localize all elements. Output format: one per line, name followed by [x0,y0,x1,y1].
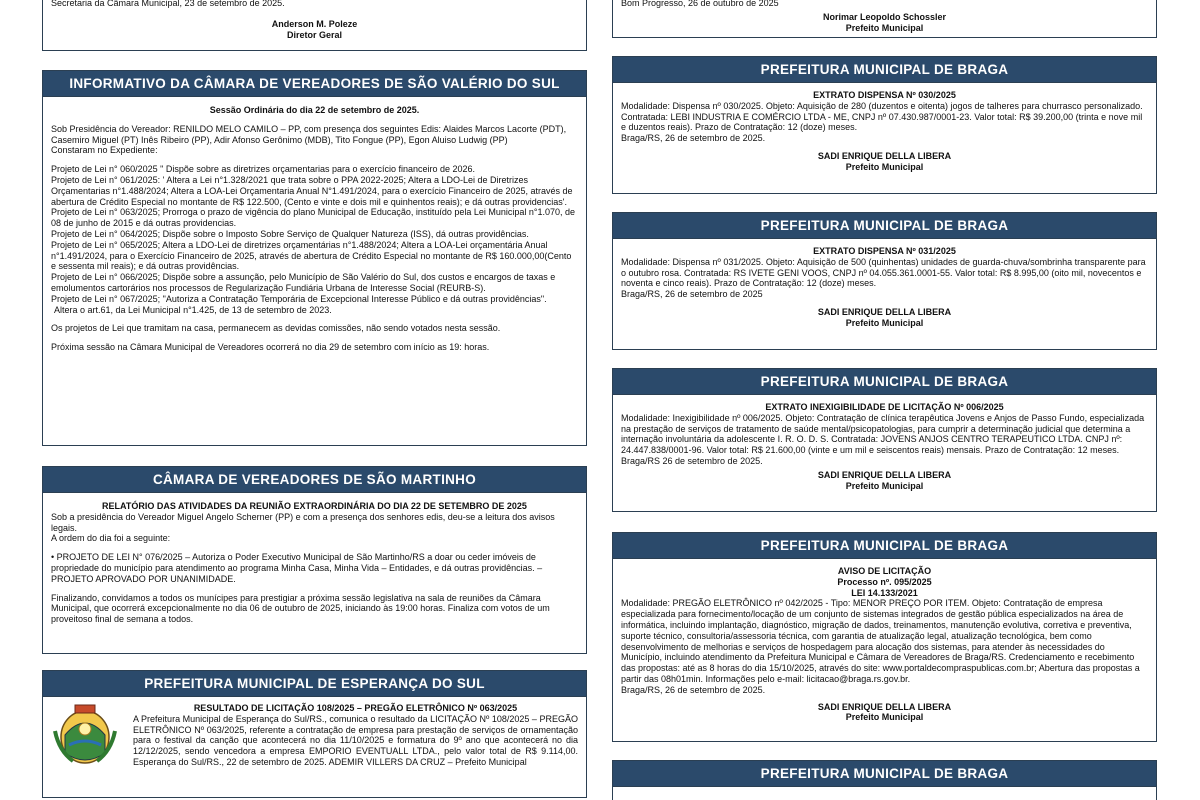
notice-date: Braga/RS, 26 de setembro de 2025. [621,684,766,695]
braga-dispensa-030 [612,56,1157,194]
bill-item: Projeto de Lei n° 060/2025 " Dispõe sobre as diretrizes orçamentarias para o exercício financeiro de 2026. [51,164,476,175]
report-title: RELATÓRIO DAS ATIVIDADES DA REUNIÃO EXTRAORDINÁRIA DO DIA 22 DE SETEMBRO DE 2025 [102,501,527,511]
braga-dispensa-031 [612,212,1157,350]
process-number: Processo nº. 095/2025 [837,576,932,587]
report-paragraph: Sob a presidência do Vereador Miguel Angelo Scherner (PP) e com a presença dos senhores edis, deu-se a leitura dos avisos legais. [51,511,555,533]
notice-text: Modalidade: PREGÃO ELETRÔNICO nº 042/2025 - Tipo: MENOR PREÇO POR ITEM. Objeto: Contratação de empresa especializada para fornecimento/locação de um conjunto de sistemas integrados de gestão pública especializados na área de informática, incluindo implantação, diagnóstico, migração de dados, treinamentos, manutenção evolutiva, corretiva e preventiva, suporte técnico, consultoria/assessoria técnica, com garantia de atualização legal, atualização tecnológica, bem como desenvolvimento de melhorias e serviços de hospedagem para alocação dos sistemas, para atender às necessidades do Município, incluindo atendimento da Prefeitura Municipal e Câmara de Vereadores de Braga/RS. Credenciamento e recebimento das propostas: até as 8 horas do dia 15/10/2025, através do site: www.portaldecomprasp​ublicas.com.br; Abertura das propostas a partir das 08h01min. Informações pelo e-mail: licitacao@braga.rs.gov.br. [621,598,1140,684]
signature-name: Norimar Leopoldo Schossler [822,11,947,22]
signature-title: Diretor Geral [286,29,343,40]
extract-date: Braga/RS 26 de setembro de 2025. [621,455,763,466]
extract-text: Modalidade: Inexigibilidade nº 006/2025. Objeto: Contratação de clínica terapêutica Jovens e Anjos de Passo Fundo, especializada na prestação de serviços de tratamento de saúde mental/psicopatologias, para cumprir a determinação judicial que determina a internação involuntária da adolescente I. R. O. D. S. Contratada: JOVENS ANJOS CENTRO TERAPEUTICO LTDA. CNPJ nº: 24.447.838/0001-96. Valor total: R$ 21.600,00 (vinte e um mil e seiscentos reais) mensais. Prazo de Contratação: 12 meses. [621,412,1145,456]
section-header: PREFEITURA MUNICIPAL DE BRAGA [613,533,1156,559]
signature-name: SADI ENRIQUE DELLA LIBERA [817,701,952,712]
result-title: RESULTADO DE LICITAÇÃO 108/2025 – PREGÃO ELETRÔNICO Nº 063/2025 [193,703,518,713]
esperanca-section [42,670,587,798]
extract-date: Braga/RS, 26 de setembro de 2025 [621,289,763,300]
signature-title: Prefeito Municipal [845,480,924,491]
result-text: A Prefeitura Municipal de Esperança do Sul/RS., comunica o resultado da LICITAÇÃO Nº 108/2025 – PREGÃO ELETRÔNICO Nº 063/2025, referente a contratação de empresa para prestação de serviços de ornamentação para o festival da canção que acontecerá no dia 11/10/2025 e formatura do 9º ano que acontecerá no dia 12/12/2025, sendo vencedora a empresa EMPORIO EVENTUALL LTDA., pelo valor total de R$ 9.114,00. Esperança do Sul/RS., 22 de setembro de 2025. ADEMIR VILLERS DA CRUZ – Prefeito Municipal [133,713,578,767]
signature-title: Prefeito Municipal [845,161,924,172]
section-header: PREFEITURA MUNICIPAL DE BRAGA [613,761,1156,787]
bill-item: Projeto de Lei n° 065/2025; Altera a LDO-Lei de diretrizes orçamentárias n°1.488/2024; Altera a LOA-Lei orçamentária Anual n°1.491/2024, para o Exercício Financeiro de 2025, através de abertura de Crédito Especial no montante de R$ 160.000,00(Cento e sessenta mil reais); e dá outras providências. [51,239,572,272]
report-paragraph: A ordem do dia foi a seguinte: [51,533,171,544]
signature-name: Anderson M. Poleze [271,18,358,29]
bill-item: Projeto de Lei n° 061/2025: ' Altera a Lei n°1.328/2021 que trata sobre o PPA 2022-2025; Altera a LDO-Lei de Diretrizes Orçamentarias n°1.488/2024; Altera a LOA-Lei Orçamentaria Anual N°1.491/2024, para o exercício Financeiro de 2025, através de abertura de Crédito Especial no montante de R$ 122.500, (Cento e vinte e dois mil e quinhentos reais); e dá outras providencias'. [51,174,573,207]
report-paragraph: Finalizando, convidamos a todos os munícipes para prestigiar a próxima sessão legislativa na sala de reuniões da Câmara Municipal, que ocorrerá excepcionalmente no dia 06 de outubro de 2025, iniciando às 19:00 horas. Finaliza com votos de um proveitoso final de semana a todos. [51,592,550,625]
section-header: CÂMARA DE VEREADORES DE SÃO MARTINHO [43,467,586,493]
sao-valerio-section [42,70,587,446]
intro-text: Sob Presidência do Vereador: RENILDO MELO CAMILO – PP, com presença dos seguintes Edis: Alaides Marcos Lacorte (PDT), Casemiro Miguel (PT) Inês Ribeiro (PP), Adir Afonso Gerônimo (MDB), Tito Fongue (PP), Egon Aluiso Ludwig (PP) [51,123,567,145]
session-title: Sessão Ordinária do dia 22 de setembro de 2025. [209,105,420,115]
signature-name: SADI ENRIQUE DELLA LIBERA [817,150,952,161]
section-header: PREFEITURA MUNICIPAL DE ESPERANÇA DO SUL [43,671,586,697]
braga-aviso-licitacao [612,532,1157,742]
signature-name: SADI ENRIQUE DELLA LIBERA [817,469,952,480]
signature-title: Prefeito Municipal [845,317,924,328]
section-header: PREFEITURA MUNICIPAL DE BRAGA [613,213,1156,239]
section-header: PREFEITURA MUNICIPAL DE BRAGA [613,57,1156,83]
notice-line: Secretaria da Câmara Municipal, 23 de setembro de 2025. [51,0,285,8]
extract-title: EXTRATO DISPENSA Nº 030/2025 [813,90,956,100]
bill-item: Projeto de Lei n° 067/2025; "Autoriza a Contratação Temporária de Excepcional Interesse Público e dá outras providências". [51,293,547,304]
signature-title: Prefeito Municipal [845,22,924,33]
extract-title: EXTRATO DISPENSA Nº 031/2025 [813,246,956,256]
top-right-notice [612,0,1157,38]
note-text: Os projetos de Lei que tramitam na casa, permanecem as devidas comissões, não sendo votados nesta sessão. [51,323,501,334]
signature-name: SADI ENRIQUE DELLA LIBERA [817,306,952,317]
law-reference: LEI 14.133/2021 [851,587,918,598]
notice-title: AVISO DE LICITAÇÃO [837,566,932,576]
notice-line: Bom Progresso, 26 de outubro de 2025 [621,0,779,8]
report-paragraph: • PROJETO DE LEI N° 076/2025 – Autoriza o Poder Executivo Municipal de São Martinho/RS a doar ou ceder imóveis de propriedade do município para atendimento ao programa Minha Casa, Minha Vida – Entidades, e dá outras providências. – PROJETO APROVADO POR UNANIMIDADE. [51,552,543,584]
extract-text: Modalidade: Dispensa nº 031/2025. Objeto: Aquisição de 500 (quinhentas) unidades de guarda-chuva/sombrinha transparente para o outubro rosa. Contratada: RS IVETE GENI VOOS, CNPJ nº 04.055.361.0001-55. Valor total: R$ 8.995,00 (oito mil, novecentos e noventa e cinco reais). Prazo de Contratação: 12 (doze) meses. [621,256,1146,289]
top-left-notice [42,0,587,51]
bill-item: Altera o art.61, da Lei Municipal n°1.425, de 13 de setembro de 2023. [54,304,332,315]
section-header: INFORMATIVO DA CÂMARA DE VEREADORES DE SÃO VALÉRIO DO SUL [43,71,586,97]
sao-martinho-section [42,466,587,654]
bill-item: Projeto de Lei n° 064/2025; Dispõe sobre o Imposto Sobre Serviço de Qualquer Natureza (ISS), dá outras providências. [51,228,529,239]
signature-title: Prefeito Municipal [845,712,924,723]
section-header: PREFEITURA MUNICIPAL DE BRAGA [613,369,1156,395]
municipal-crest-icon [51,701,119,769]
extract-title: EXTRATO INEXIGIBILIDADE DE LICITAÇÃO Nº 006/2025 [765,402,1004,412]
braga-section-5 [612,760,1157,800]
bill-item: Projeto de Lei n° 063/2025; Prorroga o prazo de vigência do plano Municipal de Educação, instituído pela Lei Municipal n°1.070, de 08 de junho de 2015 e dá outras providencias. [51,207,576,229]
extract-text: Modalidade: Dispensa nº 030/2025. Objeto: Aquisição de 280 (duzentos e oitenta) jogos de talheres para churrasco personalizado. Contratada: LEBI INDUSTRIA E COMÉRCIO LTDA - ME, CNPJ nº 07.430.987/0001-23. Valor total: R$ 39.200,00 (trinta e nove mil e duzentos reais). Prazo de Contratação: 12 (doze) meses. [621,100,1143,133]
next-session-text: Próxima sessão na Câmara Municipal de Vereadores ocorrerá no dia 29 de setembro com início as 19: horas. [51,342,490,353]
bill-item: Projeto de Lei n° 066/2025; Dispõe sobre a assunção, pelo Município de São Valério do Sul, dos custos e encargos de taxas e emolumentos cartorários nos processos de Regularização Fundiária Urbana de Interesse Social (REURB-S). [51,272,556,293]
expediente-label: Constaram no Expediente: [51,145,158,156]
braga-inexigibilidade-006 [612,368,1157,512]
extract-date: Braga/RS, 26 de setembro de 2025. [621,133,766,144]
